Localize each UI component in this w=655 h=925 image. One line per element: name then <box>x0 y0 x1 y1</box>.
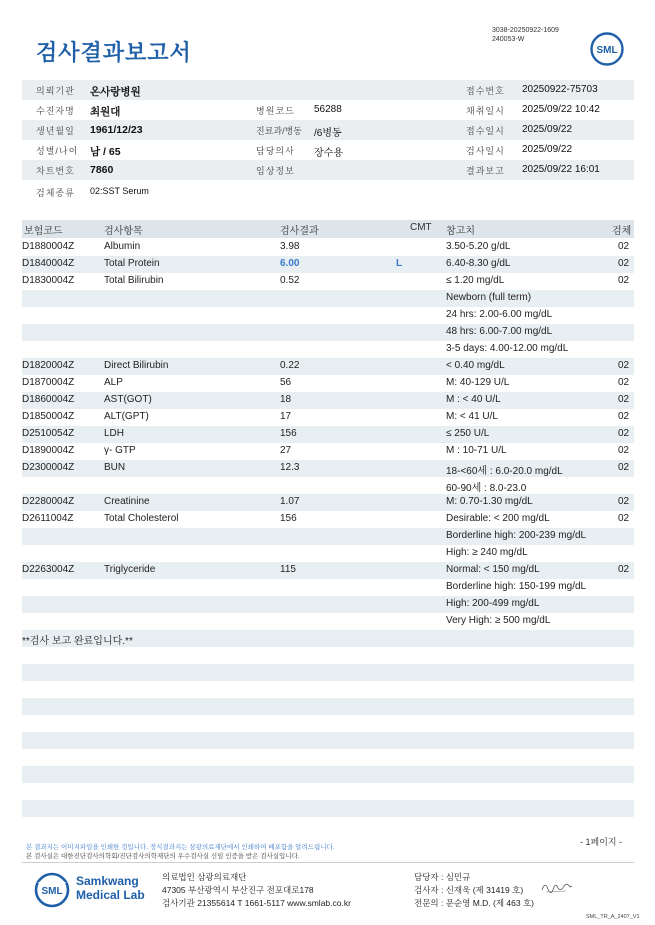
table-row <box>22 596 634 613</box>
cell-ref: 60-90세 : 8.0-23.0 <box>446 483 527 494</box>
cell-item: ALP <box>104 377 123 388</box>
table-row-empty <box>22 681 634 698</box>
brand-line1: Samkwang <box>76 874 139 888</box>
table-row-empty <box>22 647 634 664</box>
cell-spec: 02 <box>618 564 630 575</box>
header-item: 검사항목 <box>104 226 143 237</box>
table-row <box>22 256 634 273</box>
table-row <box>22 613 634 630</box>
cell-ref: Desirable: < 200 mg/dL <box>446 513 550 524</box>
cell-result: 0.52 <box>280 275 300 286</box>
table-row <box>22 426 634 443</box>
table-row <box>22 290 634 307</box>
table-row-empty <box>22 783 634 800</box>
table-row <box>22 528 634 545</box>
header-result: 검사결과 <box>280 226 319 237</box>
cell-ref: ≤ 1.20 mg/dL <box>446 275 505 286</box>
institution-label: 의뢰기관 <box>36 86 75 96</box>
table-row <box>22 375 634 392</box>
cell-ref: Newborn (full term) <box>446 292 532 303</box>
cell-ref: M: < 41 U/L <box>446 411 498 422</box>
org-contact: 검사기관 21355614 T 1661-5117 www.smlab.co.kr <box>162 898 351 908</box>
sex-age-label: 성별/나이 <box>36 146 79 156</box>
birth-label: 생년월일 <box>36 126 75 136</box>
receipt-no-label: 접수번호 <box>466 86 505 96</box>
cell-ref: M : 10-71 U/L <box>446 445 507 456</box>
cell-result: 1.07 <box>280 496 300 507</box>
cell-spec: 02 <box>618 411 630 422</box>
cell-code: D1850004Z <box>22 411 75 422</box>
cell-code: D1890004Z <box>22 445 75 456</box>
cell-result: 18 <box>280 394 292 405</box>
cell-spec: 02 <box>618 241 630 252</box>
cell-code: D1830004Z <box>22 275 75 286</box>
cell-spec: 02 <box>618 428 630 439</box>
receipt-date-value: 2025/09/22 <box>522 124 573 135</box>
cell-ref: Borderline high: 200-239 mg/dL <box>446 530 587 541</box>
chart-no-value: 7860 <box>90 164 114 176</box>
exam-date-label: 검사일시 <box>466 146 505 156</box>
table-row <box>22 630 634 647</box>
signature-icon <box>540 878 574 896</box>
cell-item: Total Bilirubin <box>104 275 164 286</box>
cell-ref: ≤ 250 U/L <box>446 428 490 439</box>
header-cmt: CMT <box>410 222 432 233</box>
table-row <box>22 409 634 426</box>
org-name: 의료법인 삼광의료재단 <box>162 872 247 882</box>
table-row <box>22 392 634 409</box>
cell-spec: 02 <box>618 394 630 405</box>
cell-ref: M : < 40 U/L <box>446 394 501 405</box>
sml-footer-logo-text: SML <box>41 886 63 897</box>
doctor-label: 담당의사 <box>256 146 295 156</box>
table-row <box>22 358 634 375</box>
cell-item: Direct Bilirubin <box>104 360 169 371</box>
collect-date-label: 채취일시 <box>466 106 505 116</box>
cell-ref: < 0.40 mg/dL <box>446 360 505 371</box>
staff-specialist: 전문의 : 문순영 M.D. (제 463 호) <box>414 898 535 908</box>
cell-ref: M: 40-129 U/L <box>446 377 510 388</box>
info-row <box>22 120 634 140</box>
specimen-type-label: 검체종류 <box>36 188 75 198</box>
page-number: - 1페이지 - <box>580 837 623 847</box>
sml-footer-logo-icon <box>34 872 74 908</box>
institution-value: 온사랑병원 <box>90 86 141 98</box>
cell-ref: 24 hrs: 2.00-6.00 mg/dL <box>446 309 553 320</box>
table-row-empty <box>22 817 634 834</box>
table-row <box>22 273 634 290</box>
table-row <box>22 324 634 341</box>
cell-ref: M: 0.70-1.30 mg/dL <box>446 496 533 507</box>
info-row <box>22 80 634 100</box>
cell-item: γ- GTP <box>104 445 136 456</box>
cell-spec: 02 <box>618 360 630 371</box>
sex-age-value: 남 / 65 <box>90 146 121 158</box>
cell-item: LDH <box>104 428 125 439</box>
cell-code: D1870004Z <box>22 377 75 388</box>
receipt-date-label: 접수일시 <box>466 126 505 136</box>
table-row-empty <box>22 715 634 732</box>
info-row <box>22 160 634 180</box>
cell-item: Total Cholesterol <box>104 513 179 524</box>
cell-result: 115 <box>280 564 296 575</box>
cell-ref: Borderline high: 150-199 mg/dL <box>446 581 587 592</box>
cell-spec: 02 <box>618 496 630 507</box>
table-row-empty <box>22 698 634 715</box>
doctor-value: 장수용 <box>314 148 343 159</box>
cell-code: D2300004Z <box>22 462 75 473</box>
cell-spec: 02 <box>618 445 630 456</box>
sml-logo-text: SML <box>596 45 618 56</box>
accreditation-notice: 본 검사실은 대한진단검사의학회/진단검사의학재단의 우수검사실 신임 인증을 받은 검사실입니다. <box>26 853 300 860</box>
document-id <box>492 26 559 44</box>
dept-label: 진료과/병동 <box>256 126 302 136</box>
table-row-empty <box>22 766 634 783</box>
cell-code: **검사 보고 완료입니다.** <box>22 636 133 647</box>
table-row <box>22 239 634 256</box>
info-row <box>22 100 634 120</box>
cell-result: 56 <box>280 377 292 388</box>
hospital-code-value: 56288 <box>314 104 342 115</box>
cell-spec: 02 <box>618 275 630 286</box>
result-table-header <box>22 220 634 238</box>
cell-result: 17 <box>280 411 292 422</box>
table-row <box>22 579 634 596</box>
cell-item: Albumin <box>104 241 141 252</box>
cell-result: 156 <box>280 428 297 439</box>
table-row <box>22 545 634 562</box>
cell-item: ALT(GPT) <box>104 411 149 422</box>
table-row <box>22 562 634 579</box>
cell-code: D2611004Z <box>22 513 74 524</box>
header-spec: 검체 <box>612 226 632 237</box>
table-row-empty <box>22 749 634 766</box>
cell-ref: Very High: ≥ 500 mg/dL <box>446 615 551 626</box>
document-id-line2: 240053-W <box>492 36 525 43</box>
table-row <box>22 341 634 358</box>
cell-code: D2263004Z <box>22 564 75 575</box>
page-title: 검사결과보고서 <box>36 41 192 66</box>
cell-result: 3.98 <box>280 241 300 252</box>
report-date-label: 결과보고 <box>466 166 505 176</box>
cell-code: D1880004Z <box>22 241 75 252</box>
cell-result: 156 <box>280 513 297 524</box>
receipt-no-value: 20250922-75703 <box>522 84 598 95</box>
cell-result: 12.3 <box>280 462 300 473</box>
table-row-empty <box>22 664 634 681</box>
sml-logo-icon <box>590 32 624 66</box>
header-ref: 참고치 <box>446 226 475 237</box>
samkwang-logo <box>34 872 164 908</box>
table-row <box>22 494 634 511</box>
cell-result: 0.22 <box>280 360 300 371</box>
clinical-label: 임상정보 <box>256 166 295 176</box>
cell-ref: 48 hrs: 6.00-7.00 mg/dL <box>446 326 553 337</box>
cell-ref: 3-5 days: 4.00-12.00 mg/dL <box>446 343 569 354</box>
cell-cmt: L <box>396 258 403 269</box>
cell-spec: 02 <box>618 377 630 388</box>
cell-ref: High: ≥ 240 mg/dL <box>446 547 528 558</box>
cell-ref: 6.40-8.30 g/dL <box>446 258 511 269</box>
cell-spec: 02 <box>618 462 630 473</box>
name-value: 최원대 <box>90 106 121 118</box>
cell-result: 6.00 <box>280 258 300 269</box>
cell-spec: 02 <box>618 513 630 524</box>
table-row <box>22 443 634 460</box>
cell-result: 27 <box>280 445 292 456</box>
report-date-value: 2025/09/22 16:01 <box>522 164 600 175</box>
cell-ref: High: 200-499 mg/dL <box>446 598 540 609</box>
cell-ref: 3.50-5.20 g/dL <box>446 241 511 252</box>
cell-code: D1860004Z <box>22 394 75 405</box>
document-id-line1: 3038-20250922-1609 <box>492 27 559 34</box>
table-row <box>22 477 634 494</box>
form-code: SML_TR_A_2407_V1 <box>586 914 640 920</box>
cell-code: D1820004Z <box>22 360 75 371</box>
collect-date-value: 2025/09/22 10:42 <box>522 104 600 115</box>
cell-item: BUN <box>104 462 126 473</box>
table-row <box>22 307 634 324</box>
table-row <box>22 511 634 528</box>
cell-code: D2280004Z <box>22 496 75 507</box>
cell-code: D2510054Z <box>22 428 75 439</box>
dept-value: /6병동 <box>314 128 342 139</box>
cell-ref: 18-<60세 : 6.0-20.0 mg/dL <box>446 466 563 477</box>
exam-date-value: 2025/09/22 <box>522 144 573 155</box>
cell-item: Triglyceride <box>104 564 156 575</box>
specimen-type-value: 02:SST Serum <box>90 186 149 196</box>
org-address: 47305 부산광역시 부산진구 전포대로178 <box>162 885 314 895</box>
name-label: 수진자명 <box>36 106 75 116</box>
table-row-empty <box>22 732 634 749</box>
staff-manager: 담당자 : 심민규 <box>414 872 471 882</box>
cell-spec: 02 <box>618 258 630 269</box>
birth-value: 1961/12/23 <box>90 124 143 136</box>
footer-divider <box>22 862 634 863</box>
cell-item: Creatinine <box>104 496 150 507</box>
cell-ref: Normal: < 150 mg/dL <box>446 564 540 575</box>
table-row-empty <box>22 800 634 817</box>
hospital-code-label: 병원코드 <box>256 106 295 116</box>
image-copy-notice: 본 결과지는 이미지파일을 인쇄한 것입니다. 정식결과지는 삼광의료재단에서 인쇄하여 배포함을 알려드립니다. <box>26 844 335 851</box>
chart-no-label: 차트번호 <box>36 166 75 176</box>
brand-line2: Medical Lab <box>76 888 145 902</box>
info-row <box>22 182 634 202</box>
cell-code: D1840004Z <box>22 258 75 269</box>
header-code: 보험코드 <box>24 226 63 237</box>
table-row <box>22 460 634 477</box>
staff-examiner: 검사자 : 신재욱 (제 31419 호) <box>414 885 524 895</box>
info-row <box>22 140 634 160</box>
cell-item: AST(GOT) <box>104 394 152 405</box>
cell-item: Total Protein <box>104 258 160 269</box>
